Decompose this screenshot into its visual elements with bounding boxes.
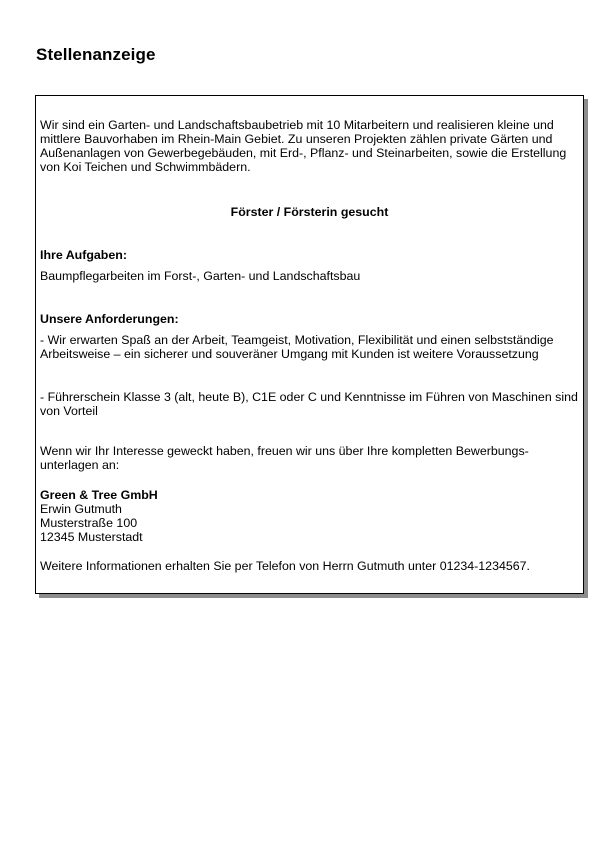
address-city: 12345 Musterstadt bbox=[40, 530, 143, 544]
job-headline: Förster / Försterin gesucht bbox=[230, 205, 389, 219]
job-ad-box bbox=[35, 95, 584, 594]
requirement-2: - Führerschein Klasse 3 (alt, heute B), C1E oder C und Kenntnisse im Führen von Maschinen sind von Vorteil bbox=[40, 390, 578, 418]
contact-person: Erwin Gutmuth bbox=[40, 502, 122, 516]
intro-paragraph: Wir sind ein Garten- und Landschaftsbaubetrieb mit 10 Mitarbeitern und realisieren kleine und mittlere Bauvorhaben im Rhein-Main Gebiet. Zu unseren Projekten zählen private Gärten und Außenanlagen von Gewerbegebäuden, mit Erd-, Pflanz- und Steinarbeiten, sowie die Erstellung von Koi Teichen und Schwimmbädern. bbox=[40, 118, 567, 174]
company-name: Green & Tree GmbH bbox=[40, 488, 158, 502]
requirements-heading: Unsere Anforderungen: bbox=[40, 312, 179, 326]
address-street: Musterstraße 100 bbox=[40, 516, 138, 530]
tasks-text: Baumpflegarbeiten im Forst-, Garten- und Landschaftsbau bbox=[40, 269, 361, 283]
info-line: Weitere Informationen erhalten Sie per Telefon von Herrn Gutmuth unter 01234-1234567. bbox=[40, 559, 530, 573]
closing-paragraph: Wenn wir Ihr Interesse geweckt haben, freuen wir uns über Ihre kompletten Bewerbungs-unterlagen an: bbox=[40, 444, 529, 472]
requirement-1: - Wir erwarten Spaß an der Arbeit, Teamgeist, Motivation, Flexibilität und einen selbstständige Arbeitsweise – ein sicherer und souveräner Umgang mit Kunden ist weitere Voraussetzung bbox=[40, 333, 554, 361]
tasks-heading: Ihre Aufgaben: bbox=[40, 248, 127, 262]
page-title: Stellenanzeige bbox=[36, 45, 156, 64]
